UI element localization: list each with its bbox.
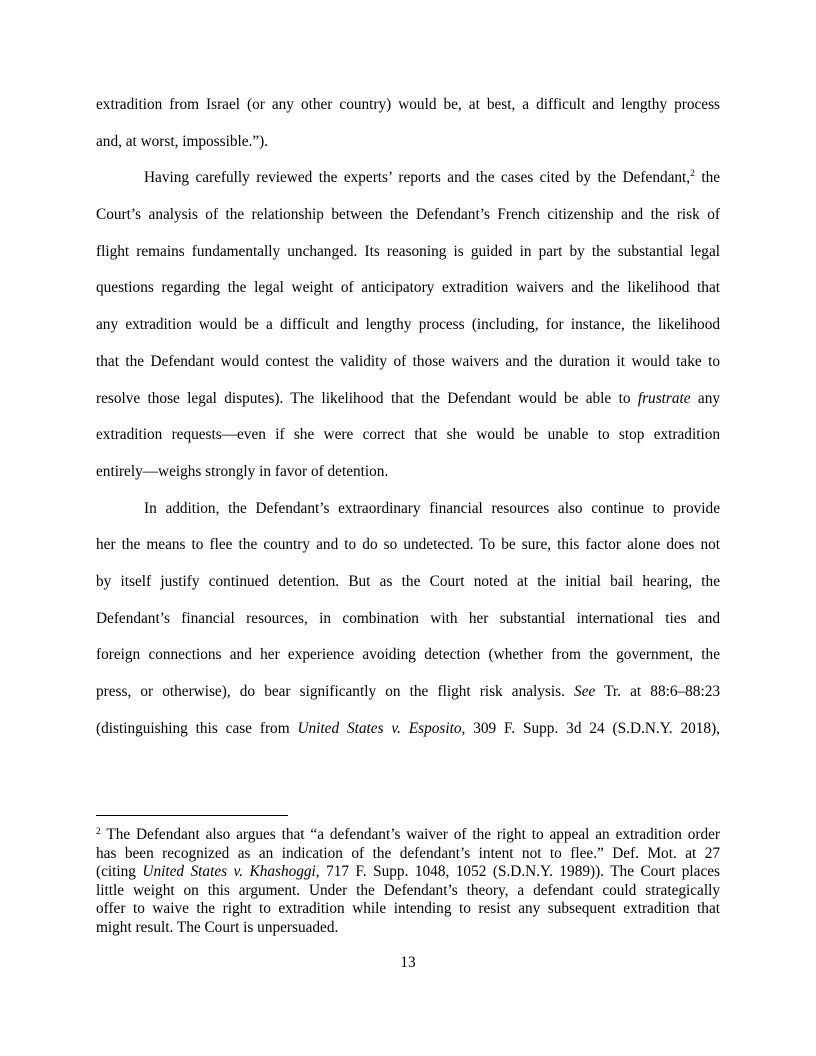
footnote-line	[96, 826, 720, 845]
text-span: The Defendant also argues that “a defendant’s waiver of the right to appeal an extradition order	[100, 826, 720, 843]
text-span: any	[690, 389, 720, 407]
italic-text: United States v. Khashoggi,	[142, 863, 320, 881]
text-span: entirely—weighs strongly in favor of detention.	[96, 462, 389, 480]
text-span: resolve those legal disputes). The likelihood that the Defendant would be able to	[96, 389, 638, 407]
text-span: that the Defendant would contest the validity of those waivers and the duration it would take to	[96, 352, 720, 370]
text-span: In addition, the Defendant’s extraordinary financial resources also continue to provide	[144, 499, 720, 517]
body-line	[96, 344, 720, 381]
text-span: her the means to flee the country and to do so undetected. To be sure, this factor alone does not	[96, 536, 720, 554]
text-span: and, at worst, impossible.”).	[96, 132, 269, 150]
body-text	[96, 87, 720, 747]
footnote-line	[96, 845, 720, 864]
body-line	[96, 601, 720, 638]
text-span: , 309 F. Supp. 3d 24 (S.D.N.Y. 2018),	[461, 719, 720, 737]
body-line	[96, 160, 720, 197]
body-line	[96, 564, 720, 601]
text-span: might result. The Court is unpersuaded.	[96, 918, 339, 936]
text-span: 717 F. Supp. 1048, 1052 (S.D.N.Y. 1989)). The Court places	[319, 863, 721, 881]
body-line	[96, 491, 720, 528]
footnote-line	[96, 863, 720, 882]
text-span: foreign connections and her experience avoiding detection (whether from the government, the	[96, 646, 720, 664]
body-line	[96, 197, 720, 234]
text-span: extradition requests—even if she were correct that she would be unable to stop extradition	[96, 426, 720, 444]
body-line	[96, 234, 720, 271]
text-span: extradition from Israel (or any other country) would be, at best, a difficult and lengthy process	[96, 96, 720, 113]
body-line	[96, 711, 720, 748]
text-span: flight remains fundamentally unchanged. Its reasoning is guided in part by the substantial legal	[96, 242, 720, 260]
text-span: little weight on this argument. Under the Defendant’s theory, a defendant could strategically	[96, 881, 720, 899]
page-number: 13	[400, 954, 416, 971]
body-line	[96, 124, 720, 161]
italic-text: United States v. Esposito	[297, 719, 462, 737]
footnote-reference: 2	[690, 169, 695, 180]
body-line	[96, 87, 720, 124]
body-line	[96, 527, 720, 564]
footnote-marker: 2	[96, 827, 101, 837]
body-line	[96, 270, 720, 307]
text-span: the	[694, 169, 721, 187]
text-span: Having carefully reviewed the experts’ reports and the cases cited by the Defendant,	[144, 169, 691, 187]
body-line	[96, 307, 720, 344]
text-span: questions regarding the legal weight of anticipatory extradition waivers and the likelihood that	[96, 279, 720, 297]
italic-text: frustrate	[637, 389, 691, 407]
footnote-line	[96, 882, 720, 901]
text-span: Tr. at 88:6–88:23	[595, 683, 720, 700]
text-span: (distinguishing this case from	[96, 719, 298, 737]
text-span: any extradition would be a difficult and lengthy process (including, for instance, the likelihood	[96, 316, 720, 334]
text-span: Court’s analysis of the relationship between the Defendant’s French citizenship and the risk of	[96, 206, 720, 224]
text-span: Defendant’s financial resources, in combination with her substantial international ties and	[96, 609, 720, 627]
footnote-line	[96, 919, 720, 938]
footnote	[96, 826, 720, 938]
text-span: (citing	[96, 863, 143, 881]
footnote-line	[96, 900, 720, 919]
text-span: has been recognized as an indication of the defendant’s intent not to flee.” Def. Mot. at 27	[96, 844, 720, 862]
body-line	[96, 417, 720, 454]
footnote-separator	[96, 815, 288, 816]
body-line	[96, 637, 720, 674]
italic-text: See	[574, 683, 596, 700]
text-span: by itself justify continued detention. But as the Court noted at the initial bail hearing, the	[96, 572, 720, 590]
body-line	[96, 381, 720, 418]
body-line	[96, 674, 720, 711]
text-span: offer to waive the right to extradition while intending to resist any subsequent extradition that	[96, 900, 720, 918]
body-line	[96, 454, 720, 491]
text-span: press, or otherwise), do bear significantly on the flight risk analysis.	[96, 683, 575, 700]
